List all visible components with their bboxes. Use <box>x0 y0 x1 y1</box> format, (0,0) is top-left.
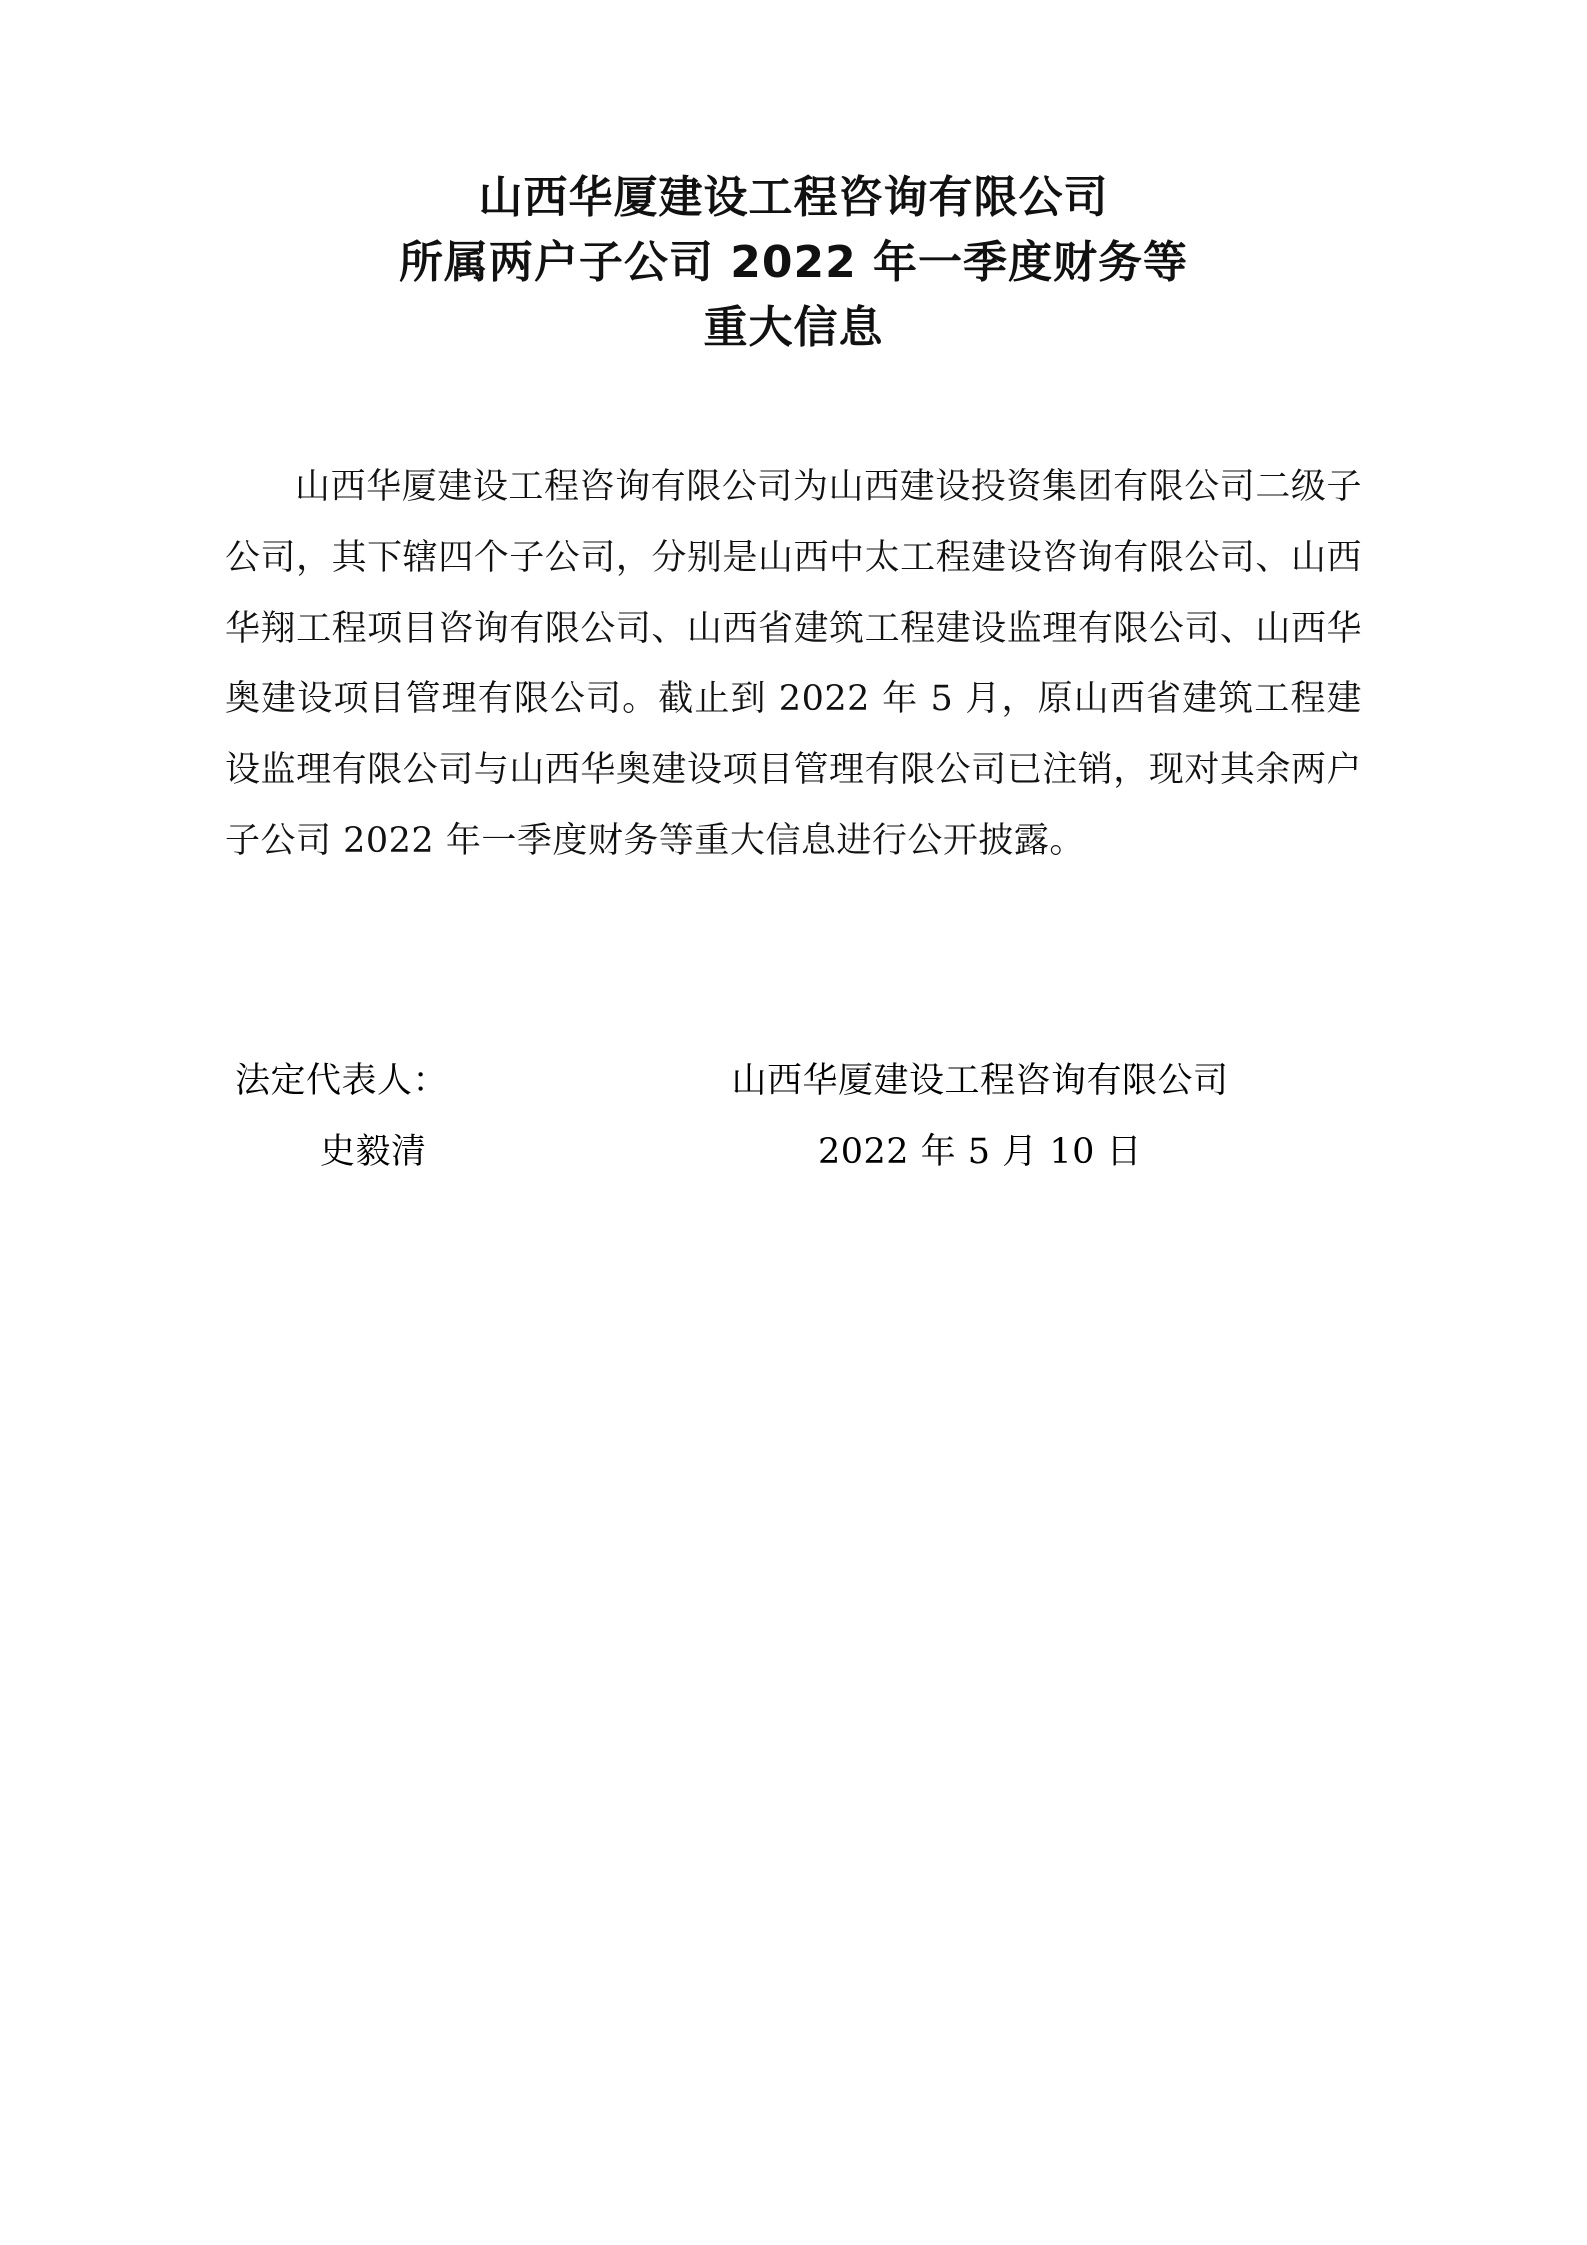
page-title-line-3: 重大信息 <box>703 302 884 354</box>
signature-organization-block <box>715 1046 1245 1187</box>
page-title-line-2: 所属两户子公司 2022 年一季度财务等 <box>398 237 1189 289</box>
page-title <box>225 0 1362 360</box>
signature-role-label: 法定代表人： <box>235 1061 449 1102</box>
document-body <box>225 452 1362 876</box>
body-paragraph: 山西华厦建设工程咨询有限公司为山西建设投资集团有限公司二级子公司，其下辖四个子公司，分别是山西中太工程建设咨询有限公司、山西华翔工程项目咨询有限公司、山西省建筑工程建设监理有限公司、山西华奥建设项目管理有限公司。截止到 2022 年 5 月，原山西省建筑工程建设监理有限公司与山西华奥建设项目管理有限公司已注销，现对其余两户子公司 2022 年一季度财务等重大信息进行公开披露。 <box>225 467 1362 861</box>
signature-representative <box>235 1046 655 1187</box>
signature-date: 2022 年 5 月 10 日 <box>817 1132 1142 1173</box>
signature-organization: 山西华厦建设工程咨询有限公司 <box>731 1061 1229 1102</box>
signature-block <box>225 1046 1362 1236</box>
page-title-line-1: 山西华厦建设工程咨询有限公司 <box>478 172 1109 223</box>
signature-representative-name: 史毅清 <box>320 1132 427 1173</box>
